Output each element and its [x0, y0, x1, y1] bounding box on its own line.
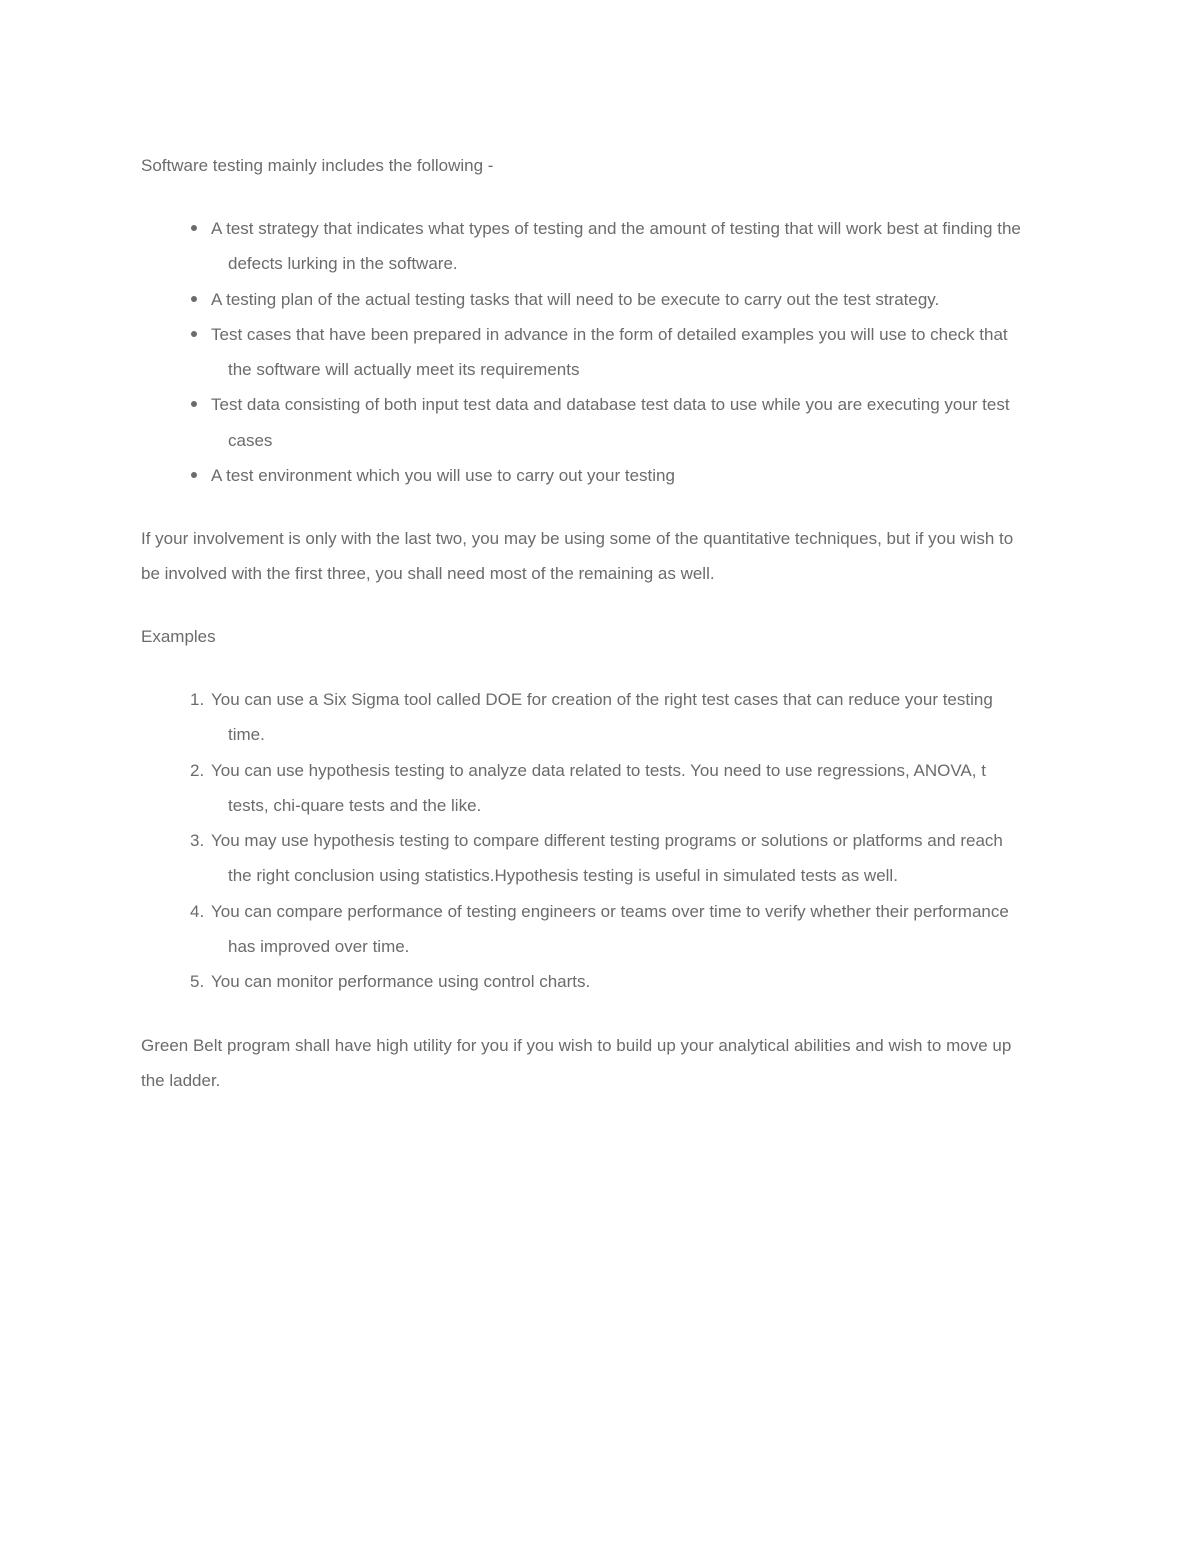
bullet-icon: [191, 225, 197, 231]
list-item-text: A testing plan of the actual testing tasks that will need to be execute to carry out the test strategy.: [211, 289, 940, 309]
bullet-icon: [191, 296, 197, 302]
list-item-text-continued: cases: [228, 430, 273, 450]
list-item-text: Test cases that have been prepared in advance in the form of detailed examples you will use to check that: [211, 324, 1008, 344]
list-item: [190, 894, 1070, 965]
list-item-text-continued: time.: [228, 725, 265, 745]
intro-paragraph: Software testing mainly includes the following -: [141, 156, 494, 175]
list-item-text: You can compare performance of testing engineers or teams over time to verify whether their performance: [211, 901, 1009, 921]
closing-paragraph: [141, 1028, 1061, 1098]
closing-line-2: the ladder.: [141, 1071, 221, 1090]
list-item: [190, 823, 1070, 894]
list-item-number: 4.: [190, 901, 205, 921]
list-item: [190, 682, 1070, 753]
involvement-line-2: be involved with the first three, you shall need most of the remaining as well.: [141, 564, 715, 583]
list-item-text: Test data consisting of both input test data and database test data to use while you are executing your test: [211, 395, 1010, 415]
list-item-number: 2.: [190, 760, 205, 780]
list-item-text: A test strategy that indicates what types of testing and the amount of testing that will work best at finding the: [211, 219, 1021, 238]
list-item: [190, 317, 1070, 388]
list-item-text: A test environment which you will use to carry out your testing: [211, 466, 675, 486]
list-item: [190, 387, 1070, 458]
examples-list: [190, 682, 1070, 1000]
list-item: [190, 964, 1070, 999]
list-item-number: 1.: [190, 690, 205, 709]
list-item: [190, 282, 1070, 317]
list-item-text: You can use hypothesis testing to analyze data related to tests. You need to use regressions, ANOVA, t: [211, 760, 986, 780]
examples-heading: Examples: [141, 627, 216, 646]
bullet-icon: [191, 331, 197, 337]
bullet-icon: [191, 472, 197, 478]
list-item: [190, 458, 1070, 493]
list-item-text-continued: the software will actually meet its requirements: [228, 360, 580, 380]
list-item-number: 5.: [190, 972, 205, 992]
list-item-text-continued: the right conclusion using statistics.Hypothesis testing is useful in simulated tests as well.: [228, 866, 898, 886]
list-item-text: You can monitor performance using control charts.: [211, 972, 591, 992]
involvement-paragraph: [141, 521, 1061, 591]
bullet-icon: [191, 401, 197, 407]
list-item-text: You may use hypothesis testing to compare different testing programs or solutions or platforms and reach: [211, 831, 1003, 851]
list-item-text: You can use a Six Sigma tool called DOE for creation of the right test cases that can reduce your testing: [211, 690, 993, 709]
bullet-list: [190, 211, 1070, 493]
list-item: [190, 211, 1070, 282]
list-item-text-continued: defects lurking in the software.: [228, 254, 458, 274]
involvement-line-1: If your involvement is only with the last two, you may be using some of the quantitative techniques, but if you wish to: [141, 529, 1014, 548]
closing-line-1: Green Belt program shall have high utility for you if you wish to build up your analytical abilities and wish to move up: [141, 1036, 1012, 1055]
list-item-text-continued: tests, chi-quare tests and the like.: [228, 795, 482, 815]
list-item-number: 3.: [190, 831, 205, 851]
list-item-text-continued: has improved over time.: [228, 937, 410, 957]
list-item: [190, 753, 1070, 824]
